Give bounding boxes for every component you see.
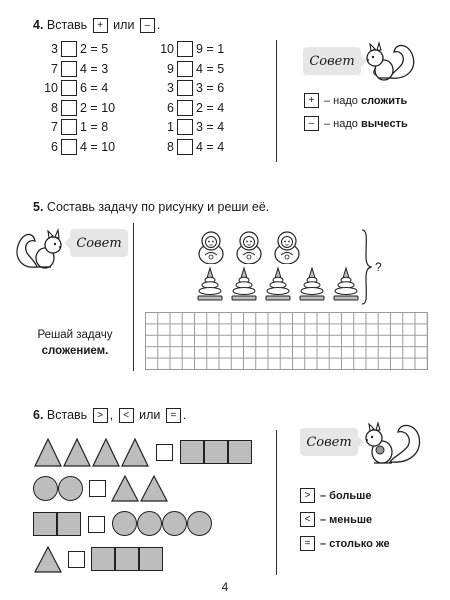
answer-box[interactable]	[61, 80, 77, 96]
triangle-shape	[35, 547, 61, 572]
equation-row	[156, 118, 224, 136]
less-sign-box: <	[119, 408, 134, 423]
advice-label: Совет	[309, 53, 355, 69]
pyramid-toy-icon	[196, 266, 224, 302]
greater-sign-box: >	[93, 408, 108, 423]
operand-a: 7	[51, 120, 58, 135]
divider-line	[276, 40, 277, 162]
answer-box[interactable]	[61, 119, 77, 135]
square-shape	[180, 440, 204, 464]
equation-row	[156, 40, 224, 58]
page-number: 4	[221, 580, 229, 594]
squirrel-icon	[15, 225, 67, 275]
plus-sign-box: +	[304, 93, 319, 108]
greater-sign-box: >	[300, 488, 315, 503]
operand-b-result: 2 = 5	[80, 42, 109, 56]
task5-text: Составь задачу по рисунку и реши её.	[46, 200, 270, 214]
answer-box[interactable]	[156, 444, 173, 461]
task4-text: Вставь	[46, 18, 88, 32]
task6-heading	[33, 408, 186, 423]
triangle-group	[110, 473, 172, 503]
task6-text: Вставь	[46, 408, 88, 422]
operand-b-result: 4 = 3	[80, 61, 109, 76]
equation-row	[156, 60, 224, 78]
pyramid-toy-icon	[264, 266, 292, 302]
operand-b-result: 3 = 4	[196, 120, 225, 135]
advice-bubble-task4	[303, 47, 361, 75]
circle-shape	[187, 511, 212, 536]
square-shape	[139, 547, 163, 571]
hint-bold-text: – меньше	[320, 513, 373, 526]
matryoshka-icon	[272, 230, 302, 264]
operand-a: 3	[51, 42, 58, 56]
curly-brace-icon	[360, 228, 372, 306]
equal-sign-box: =	[300, 536, 315, 551]
hint-line2: сложением.	[41, 345, 109, 357]
answer-grid[interactable]	[145, 312, 428, 370]
task6-or-text: или	[139, 408, 161, 422]
answer-box[interactable]	[89, 480, 106, 497]
hint-plus	[304, 93, 407, 108]
operand-b-result: 1 = 8	[80, 120, 109, 135]
task6-number: 6.	[33, 408, 44, 422]
operand-b-result: 9 = 1	[196, 42, 225, 56]
triangle-group	[33, 436, 153, 468]
operand-b-result: 3 = 6	[196, 81, 225, 96]
triangle-shape	[93, 439, 119, 466]
squirrel-icon	[360, 38, 418, 86]
equation-row	[156, 79, 224, 97]
equation-row	[156, 138, 224, 156]
task6-period: .	[182, 408, 187, 422]
advice-label: Совет	[76, 235, 122, 251]
pyramid-toy-icon	[332, 266, 360, 302]
plus-sign-box: +	[93, 18, 108, 33]
operand-a: 6	[167, 100, 174, 115]
hint-bold-text: сложить	[360, 94, 408, 107]
task4-period: .	[156, 18, 161, 32]
task4-number: 4.	[33, 18, 44, 32]
circle-shape	[162, 511, 187, 536]
operand-b-result: 2 = 10	[80, 100, 116, 115]
answer-box[interactable]	[177, 80, 193, 96]
matryoshka-icon	[196, 230, 226, 264]
answer-box[interactable]	[61, 139, 77, 155]
hint-bold-text: – больше	[320, 489, 372, 502]
pyramid-toy-icon	[298, 266, 326, 302]
hint-minus	[304, 116, 408, 131]
answer-box[interactable]	[177, 119, 193, 135]
triangle-shape	[141, 476, 167, 501]
minus-sign-box: –	[140, 18, 155, 33]
equal-sign-box: =	[166, 408, 181, 423]
matryoshka-icon	[234, 230, 264, 264]
squirrel-icon	[358, 418, 424, 470]
operand-a: 6	[51, 140, 58, 154]
circle-shape	[137, 511, 162, 536]
operand-b-result: 4 = 4	[196, 140, 225, 154]
answer-box[interactable]	[177, 41, 193, 57]
hint-text: – надо	[324, 117, 358, 130]
hint-equal	[300, 536, 390, 551]
equation-row	[40, 60, 108, 78]
square-shape	[33, 512, 57, 536]
hint-bold-text: – столько же	[320, 537, 390, 550]
question-mark: ?	[375, 260, 382, 274]
operand-a: 8	[51, 100, 58, 115]
operand-a: 10	[44, 81, 58, 96]
task4-or-text: или	[113, 18, 135, 32]
equation-row	[40, 40, 108, 58]
advice-label: Совет	[306, 434, 352, 450]
advice-bubble-task6	[300, 428, 358, 456]
divider-line	[276, 430, 277, 575]
divider-line	[133, 223, 134, 371]
equation-row	[156, 99, 224, 117]
triangle-shape	[112, 476, 138, 501]
answer-box[interactable]	[61, 61, 77, 77]
equation-row	[40, 118, 108, 136]
operand-a: 3	[167, 81, 174, 96]
hint-line1: Решай задачу	[37, 329, 113, 341]
operand-b-result: 4 = 5	[196, 61, 225, 76]
operand-a: 9	[167, 61, 174, 76]
triangle-shape	[64, 439, 90, 466]
operand-a: 7	[51, 61, 58, 76]
answer-box[interactable]	[177, 100, 193, 116]
task5-hint	[28, 327, 122, 359]
answer-box[interactable]	[88, 516, 105, 533]
bubble-tail	[58, 237, 70, 249]
answer-box[interactable]	[177, 139, 193, 155]
hint-less	[300, 512, 372, 527]
equation-row	[40, 138, 115, 156]
square-shape	[204, 440, 228, 464]
square-shape	[115, 547, 139, 571]
hint-text: – надо	[324, 94, 358, 107]
less-sign-box: <	[300, 512, 315, 527]
equation-row	[40, 79, 108, 97]
minus-sign-box: –	[304, 116, 319, 131]
comma: ,	[109, 408, 114, 422]
circle-shape	[58, 476, 83, 501]
advice-bubble-task5	[70, 229, 128, 257]
operand-b-result: 6 = 4	[80, 81, 109, 96]
answer-box[interactable]	[68, 551, 85, 568]
answer-box[interactable]	[61, 41, 77, 57]
triangle-shape	[122, 439, 148, 466]
square-shape	[57, 512, 81, 536]
operand-a: 10	[160, 42, 174, 56]
answer-box[interactable]	[177, 61, 193, 77]
hint-bold-text: вычесть	[360, 117, 408, 130]
triangle-shape	[35, 439, 61, 466]
square-shape	[91, 547, 115, 571]
operand-a: 8	[167, 140, 174, 154]
triangle-group	[33, 544, 63, 574]
circle-shape	[33, 476, 58, 501]
pyramid-toy-icon	[230, 266, 258, 302]
task5-number: 5.	[33, 200, 44, 214]
square-shape	[228, 440, 252, 464]
answer-box[interactable]	[61, 100, 77, 116]
hint-greater	[300, 488, 371, 503]
operand-b-result: 2 = 4	[196, 100, 225, 115]
operand-b-result: 4 = 10	[80, 140, 116, 154]
task5-heading	[33, 200, 269, 214]
task4-heading	[33, 18, 160, 33]
operand-a: 1	[167, 120, 174, 135]
equation-row	[40, 99, 115, 117]
circle-shape	[112, 511, 137, 536]
